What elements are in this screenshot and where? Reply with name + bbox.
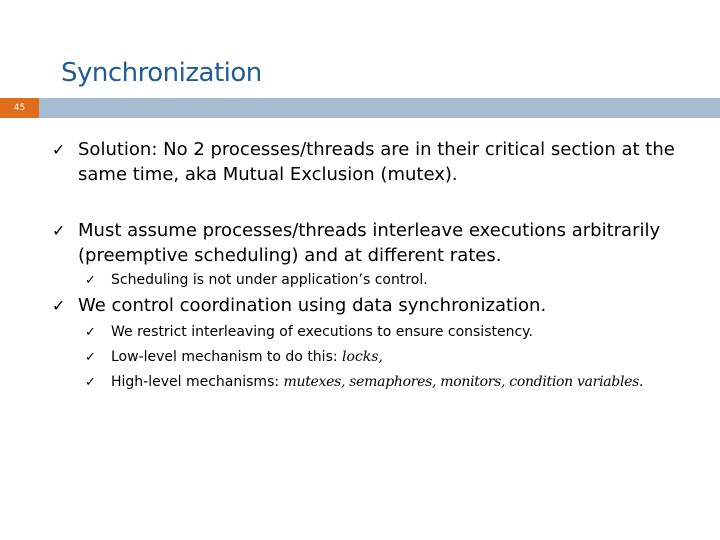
bullet-text bbox=[78, 137, 675, 187]
sub-bullet-scheduling bbox=[85, 268, 685, 293]
sub-bullet-italic: locks, bbox=[342, 349, 383, 365]
sub-bullet-high-level bbox=[85, 370, 715, 395]
bullet-line: Must assume processes/threads interleave executions arbitrarily bbox=[78, 220, 661, 241]
bullet-interleave bbox=[52, 218, 692, 268]
slide-title: Synchronization bbox=[61, 58, 262, 88]
checkmark-icon: ✓ bbox=[85, 350, 96, 365]
bullet-text bbox=[78, 218, 660, 268]
checkmark-icon: ✓ bbox=[85, 273, 96, 288]
sub-bullet-plain: Low-level mechanism to do this: bbox=[111, 349, 343, 365]
sub-bullet-low-level bbox=[85, 345, 695, 370]
title-divider-bar bbox=[39, 98, 720, 118]
sub-bullet-text bbox=[111, 345, 383, 370]
bullet-line: Solution: No 2 processes/threads are in their critical section at the bbox=[78, 139, 675, 160]
bullet-coordination bbox=[52, 293, 692, 318]
checkmark-icon: ✓ bbox=[52, 140, 66, 159]
slide-number-box bbox=[0, 98, 39, 118]
checkmark-icon: ✓ bbox=[52, 221, 66, 240]
sub-bullet-plain: High-level mechanisms: bbox=[111, 374, 284, 390]
bullet-solution bbox=[52, 137, 692, 187]
bullet-line: (preemptive scheduling) and at different rates. bbox=[78, 245, 502, 266]
checkmark-icon: ✓ bbox=[85, 375, 96, 390]
bullet-text: We control coordination using data synchronization. bbox=[78, 295, 547, 316]
checkmark-icon: ✓ bbox=[52, 296, 66, 315]
sub-bullet-restrict bbox=[85, 320, 695, 345]
bullet-line: same time, aka Mutual Exclusion (mutex). bbox=[78, 164, 458, 185]
slide-number: 45 bbox=[13, 103, 26, 113]
sub-bullet-text bbox=[111, 370, 643, 395]
checkmark-icon: ✓ bbox=[85, 325, 96, 340]
sub-bullet-text: Scheduling is not under application’s control. bbox=[111, 272, 428, 288]
sub-bullet-text: We restrict interleaving of executions to ensure consistency. bbox=[111, 324, 533, 340]
sub-bullet-italic: mutexes, semaphores, monitors, condition variables. bbox=[283, 374, 644, 390]
